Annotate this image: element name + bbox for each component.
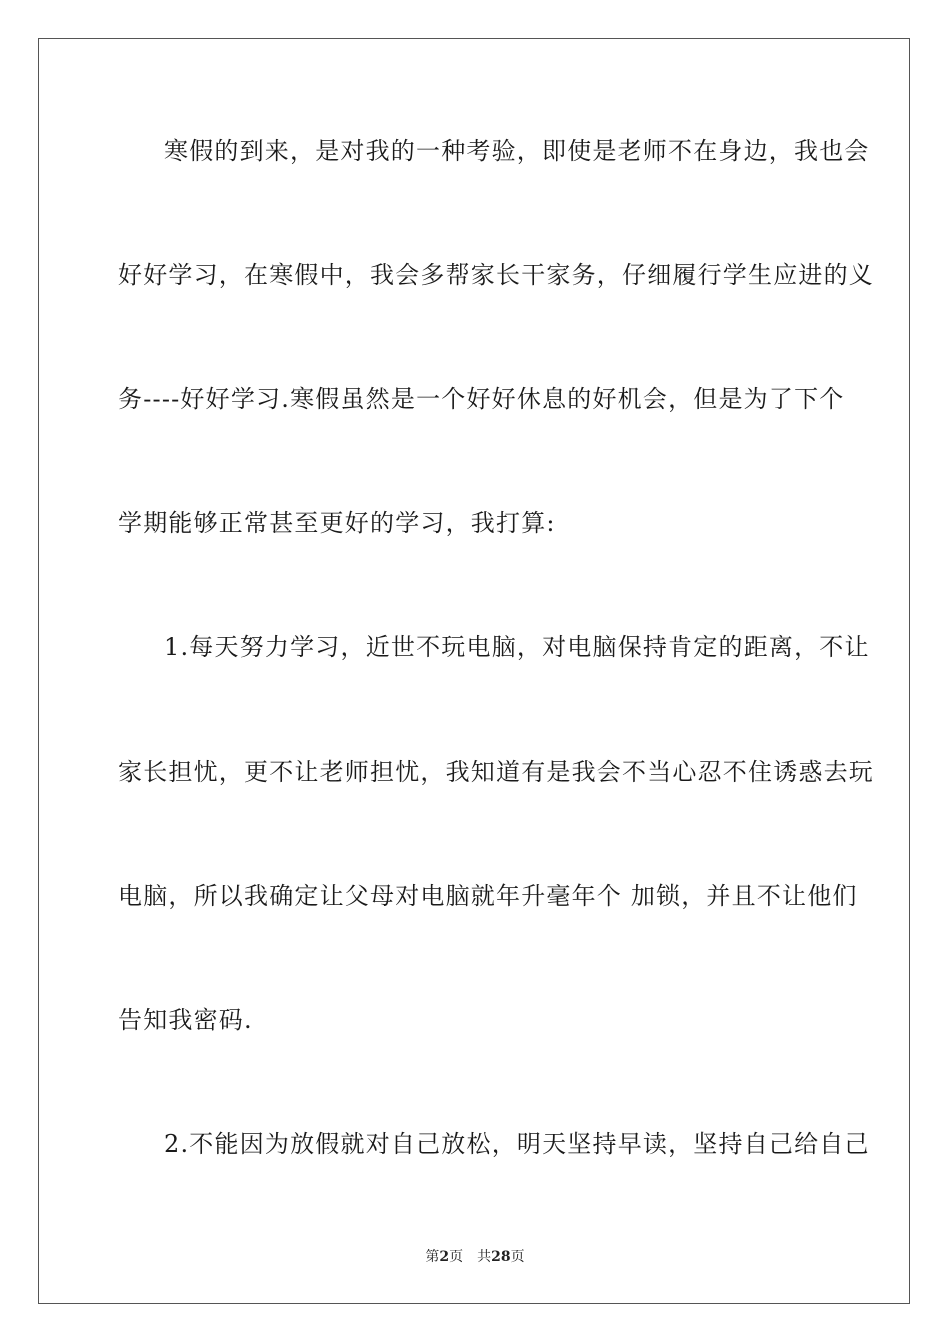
list-item-line: 告知我密码. <box>118 1006 253 1034</box>
page-number: 2 <box>439 1249 450 1265</box>
list-item-line: 2.不能因为放假就对自己放松，明天坚持早读，坚持自己给自己 <box>164 1130 870 1158</box>
list-item-line: 家长担忧，更不让老师担忧，我知道有是我会不当心忍不住诱惑去玩 <box>118 758 874 786</box>
paragraph-line: 寒假的到来，是对我的一种考验，即使是老师不在身边，我也会 <box>164 137 870 165</box>
total-suffix: 页 <box>510 1249 525 1265</box>
paragraph-line: 务----好好学习.寒假虽然是一个好好休息的好机会，但是为了下个 <box>118 385 845 413</box>
page-border <box>38 38 910 1304</box>
page-suffix: 页 <box>449 1249 464 1265</box>
list-item-line: 电脑，所以我确定让父母对电脑就年升毫年个 加锁，并且不让他们 <box>118 882 858 910</box>
total-prefix: 共 <box>477 1249 492 1265</box>
list-item-line: 1.每天努力学习，近世不玩电脑，对电脑保持肯定的距离，不让 <box>164 633 870 661</box>
paragraph-line: 好好学习，在寒假中，我会多帮家长干家务，仔细履行学生应进的义 <box>118 261 874 289</box>
paragraph-line: 学期能够正常甚至更好的学习，我打算: <box>118 509 556 537</box>
page-prefix: 第 <box>425 1249 440 1265</box>
page-footer <box>0 1248 950 1266</box>
total-pages: 28 <box>491 1249 511 1265</box>
